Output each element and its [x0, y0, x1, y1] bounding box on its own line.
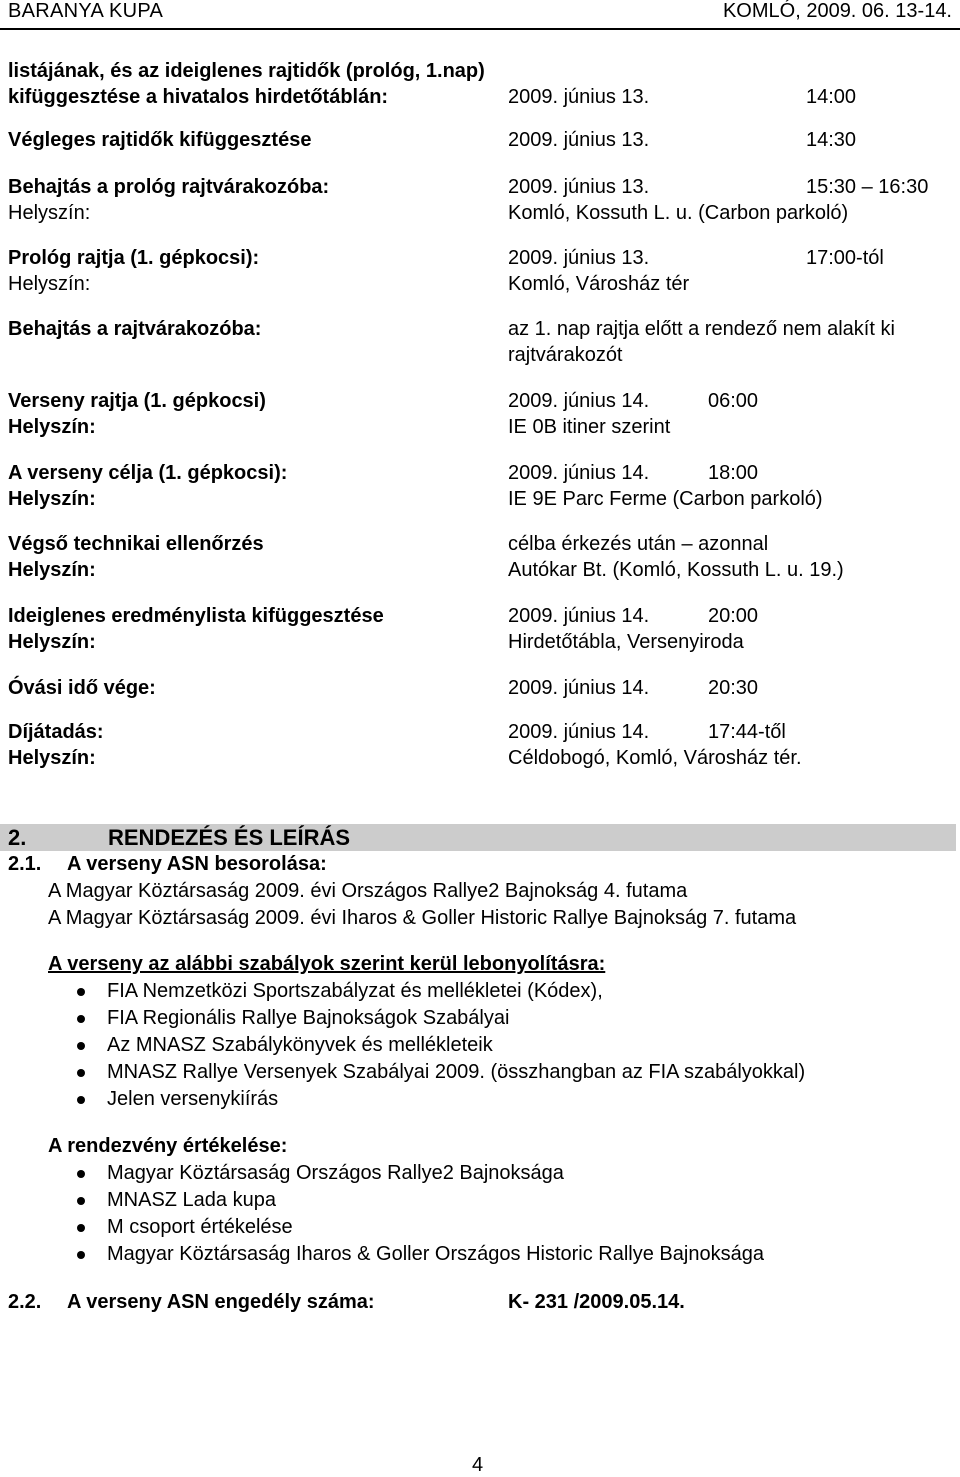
bullet-icon	[77, 1069, 85, 1077]
bullet-icon	[77, 1197, 85, 1205]
schedule-label: Behajtás a prológ rajtvárakozóba:	[8, 176, 330, 198]
evaluation-item: Magyar Köztársaság Országos Rallye2 Bajnoksága	[107, 1162, 564, 1184]
permit-number: K- 231 /2009.05.14.	[508, 1291, 685, 1313]
subsection-number: 2.1.	[8, 853, 42, 875]
location-value: IE 9E Parc Ferme (Carbon parkoló)	[508, 488, 823, 510]
bullet-icon	[77, 1251, 85, 1259]
page-number: 4	[472, 1454, 484, 1476]
location-value: Autókar Bt. (Komló, Kossuth L. u. 19.)	[508, 559, 844, 581]
location-value: Komló, Kossuth L. u. (Carbon parkoló)	[508, 202, 849, 224]
location-label: Helyszín:	[8, 416, 96, 438]
bullet-icon	[77, 1170, 85, 1178]
location-value: Céldobogó, Komló, Városház tér.	[508, 747, 802, 769]
bullet-icon	[77, 988, 85, 996]
schedule-time: 20:00	[708, 605, 759, 627]
schedule-label: Díjátadás:	[8, 721, 104, 743]
schedule-label: Végső technikai ellenőrzés	[8, 533, 264, 555]
bullet-icon	[77, 1015, 85, 1023]
header-left: BARANYA KUPA	[8, 0, 164, 22]
schedule-date: 2009. június 13.	[508, 176, 650, 198]
rules-item: FIA Nemzetközi Sportszabályzat és mellékletei (Kódex),	[107, 980, 603, 1002]
schedule-label: Behajtás a rajtvárakozóba:	[8, 318, 262, 340]
schedule-label: Prológ rajtja (1. gépkocsi):	[8, 247, 260, 269]
intro-date: 2009. június 13.	[508, 86, 650, 108]
schedule-time: 15:30 – 16:30	[806, 176, 929, 198]
schedule-date: 2009. június 14.	[508, 721, 650, 743]
schedule-label: Verseny rajtja (1. gépkocsi)	[8, 390, 266, 412]
evaluation-item: MNASZ Lada kupa	[107, 1189, 276, 1211]
location-label: Helyszín:	[8, 202, 91, 224]
classification-line: A Magyar Köztársaság 2009. évi Országos Rallye2 Bajnokság 4. futama	[48, 880, 688, 902]
schedule-date: 2009. június 14.	[508, 462, 650, 484]
schedule-time: 06:00	[708, 390, 759, 412]
schedule-date: 2009. június 14.	[508, 390, 650, 412]
classification-line: A Magyar Köztársaság 2009. évi Iharos & Goller Historic Rallye Bajnokság 7. futama	[48, 907, 797, 929]
location-value: IE 0B itiner szerint	[508, 416, 671, 438]
schedule-date: 2009. június 14.	[508, 605, 650, 627]
bullet-icon	[77, 1224, 85, 1232]
rules-item: MNASZ Rallye Versenyek Szabályai 2009. (összhangban az FIA szabályokkal)	[107, 1061, 806, 1083]
intro-line2: kifüggesztése a hivatalos hirdetőtáblán:	[8, 86, 389, 108]
header-right: KOMLÓ, 2009. 06. 13-14.	[722, 0, 952, 22]
schedule-time: 18:00	[708, 462, 759, 484]
location-label: Helyszín:	[8, 273, 91, 295]
rules-item: Jelen versenykiírás	[107, 1088, 279, 1110]
schedule-time: 14:30	[806, 129, 857, 151]
evaluation-item: Magyar Köztársaság Iharos & Goller Országos Historic Rallye Bajnoksága	[107, 1243, 764, 1265]
intro-time: 14:00	[806, 86, 857, 108]
location-value: Hirdetőtábla, Versenyiroda	[508, 631, 744, 653]
schedule-label: Végleges rajtidők kifüggesztése	[8, 129, 312, 151]
schedule-label: A verseny célja (1. gépkocsi):	[8, 462, 288, 484]
location-label: Helyszín:	[8, 559, 96, 581]
schedule-time: 20:30	[708, 677, 759, 699]
rules-title: A verseny az alábbi szabályok szerint kerül lebonyolításra:	[48, 953, 606, 975]
schedule-time: 17:44-től	[708, 721, 786, 743]
intro-line1: listájának, és az ideiglenes rajtidők (prológ, 1.nap)	[8, 60, 485, 82]
schedule-note: rajtvárakozót	[508, 344, 623, 366]
subsection-number: 2.2.	[8, 1291, 42, 1313]
bullet-icon	[77, 1096, 85, 1104]
page-header	[0, 0, 960, 28]
rules-item: FIA Regionális Rallye Bajnokságok Szabályai	[107, 1007, 510, 1029]
bullet-icon	[77, 1042, 85, 1050]
subsection-title: A verseny ASN besorolása:	[67, 853, 327, 875]
schedule-note: célba érkezés után – azonnal	[508, 533, 769, 555]
location-value: Komló, Városház tér	[508, 273, 690, 295]
location-label: Helyszín:	[8, 631, 96, 653]
location-label: Helyszín:	[8, 747, 96, 769]
schedule-label: Óvási idő vége:	[8, 677, 156, 699]
evaluation-title: A rendezvény értékelése:	[48, 1135, 288, 1157]
header-rule	[0, 28, 960, 30]
schedule-date: 2009. június 13.	[508, 129, 650, 151]
evaluation-item: M csoport értékelése	[107, 1216, 293, 1238]
rules-item: Az MNASZ Szabálykönyvek és mellékleteik	[107, 1034, 493, 1056]
location-label: Helyszín:	[8, 488, 96, 510]
section-title: RENDEZÉS ÉS LEÍRÁS	[108, 825, 351, 850]
schedule-date: 2009. június 13.	[508, 247, 650, 269]
subsection-title: A verseny ASN engedély száma:	[67, 1291, 375, 1313]
schedule-label: Ideiglenes eredménylista kifüggesztése	[8, 605, 384, 627]
schedule-time: 17:00-tól	[806, 247, 884, 269]
section-number: 2.	[8, 825, 27, 850]
schedule-note: az 1. nap rajtja előtt a rendező nem alakít ki	[508, 318, 895, 340]
schedule-date: 2009. június 14.	[508, 677, 650, 699]
